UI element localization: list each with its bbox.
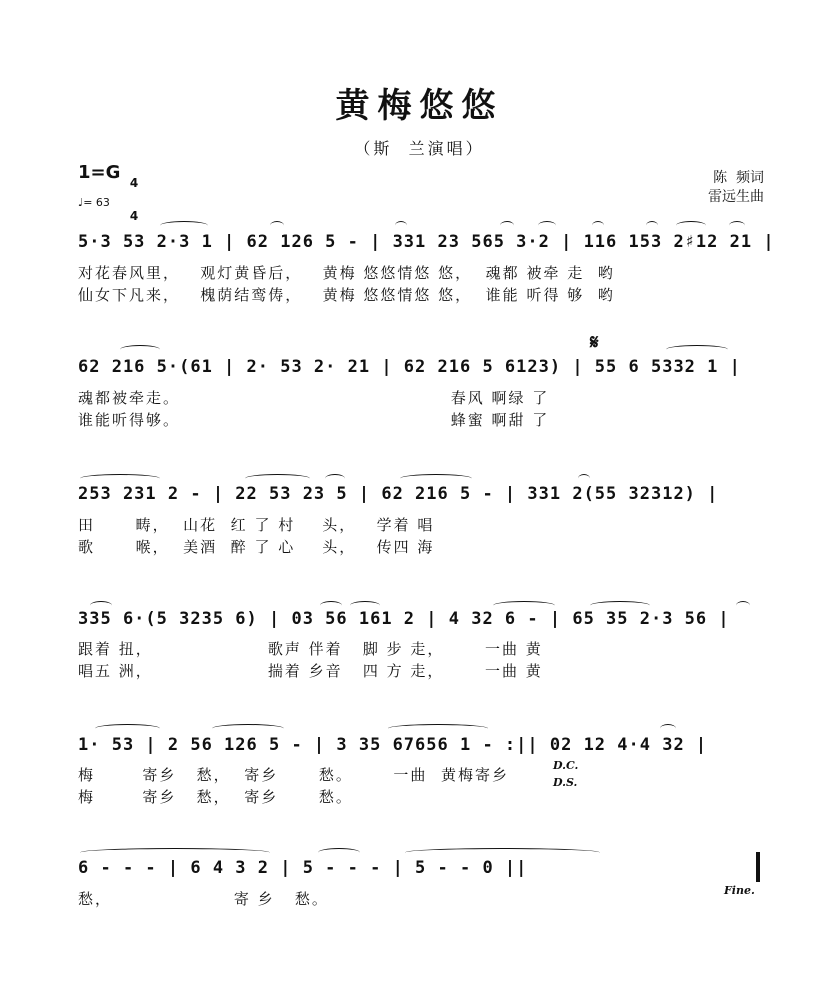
slur: [729, 221, 745, 230]
lyrics-line-5b: 梅 寄乡 愁， 寄乡 愁。: [78, 788, 353, 806]
lyrics-line-1b: 仙女下凡来， 槐荫结鸾俦， 黄梅 悠悠情悠 悠， 谁能 听得 够 哟: [78, 286, 615, 304]
slur: [120, 345, 160, 354]
slur: [592, 221, 604, 230]
slur: [405, 848, 600, 857]
lyrics-line-5a: 梅 寄乡 愁， 寄乡 愁。 一曲 黄梅寄乡: [78, 766, 509, 784]
notation-line-3: 253 231 2 - | 22 53 23 5 | 62 216 5 - | 331 2(55 32312) |: [78, 484, 719, 504]
ds-mark: D.S.: [553, 776, 578, 789]
slur: [500, 221, 514, 230]
tempo-mark: ♩= 63: [78, 196, 110, 209]
lyrics-line-3a: 田 畴， 山花 红 了 村 头， 学着 唱: [78, 516, 435, 534]
notation-line-5: 1· 53 | 2 56 126 5 - | 3 35 67656 1 - :|| 02 12 4·4 32 |: [78, 735, 708, 755]
slur: [80, 848, 270, 857]
key-signature: 1=G: [78, 162, 121, 183]
lyrics-line-1a: 对花春风里， 观灯黄昏后， 黄梅 悠悠情悠 悠， 魂都 被牵 走 哟: [78, 264, 615, 282]
slur: [325, 474, 345, 483]
slur: [395, 221, 407, 230]
slur: [160, 221, 208, 230]
slur: [666, 345, 728, 354]
notation-line-4: 335 6·(5 3235 6) | 03 56 161 2 | 4 32 6 - | 65 35 2·3 56 |: [78, 609, 730, 629]
slur: [388, 724, 488, 733]
lyrics-line-6: 愁， 寄 乡 愁。: [78, 890, 329, 908]
final-barline: [756, 852, 760, 882]
meter-bottom: 4: [129, 209, 139, 223]
notation-line-2: 62 216 5·(61 | 2· 53 2· 21 | 62 216 5 6123) | 55 6 5332 1 |: [78, 357, 741, 377]
lyrics-line-4a: 跟着 扭， 歌声 伴着 脚 步 走， 一曲 黄: [78, 640, 543, 658]
slur: [400, 474, 472, 483]
lyrics-line-2a: 魂都被牵走。 春风 啊绿 了: [78, 389, 550, 407]
slur: [318, 848, 360, 857]
slur: [578, 474, 590, 483]
time-signature: [128, 156, 140, 233]
slur: [212, 724, 284, 733]
notation-line-6: 6 - - - | 6 4 3 2 | 5 - - - | 5 - - 0 ||: [78, 858, 528, 878]
slur: [95, 724, 160, 733]
composer: 雷远生曲: [708, 189, 764, 205]
slur: [245, 474, 310, 483]
lyrics-line-3b: 歌 喉， 美酒 醉 了 心 头， 传四 海: [78, 538, 435, 556]
lyrics-line-4b: 唱五 洲， 揣着 乡音 四 方 走， 一曲 黄: [78, 662, 543, 680]
lyricist: 陈 频词: [713, 170, 764, 186]
meter-top: 4: [129, 176, 139, 190]
lyrics-line-2b: 谁能听得够。 蜂蜜 啊甜 了: [78, 411, 550, 429]
slur: [80, 474, 160, 483]
song-subtitle: （斯 兰演唱）: [354, 139, 485, 158]
slur: [270, 221, 284, 230]
slur: [538, 221, 556, 230]
segno-sign: 𝄋: [590, 330, 599, 354]
notation-line-1: 5·3 53 2·3 1 | 62 126 5 - | 331 23 565 3·2 | 116 153 2♯12 21 |: [78, 232, 775, 252]
slur: [676, 221, 706, 230]
fine-mark: Fine.: [724, 884, 755, 897]
slur: [736, 601, 750, 610]
slur: [646, 221, 658, 230]
song-title: 黄梅悠悠: [335, 86, 504, 126]
slur: [660, 724, 676, 733]
dc-mark: D.C.: [553, 759, 579, 772]
